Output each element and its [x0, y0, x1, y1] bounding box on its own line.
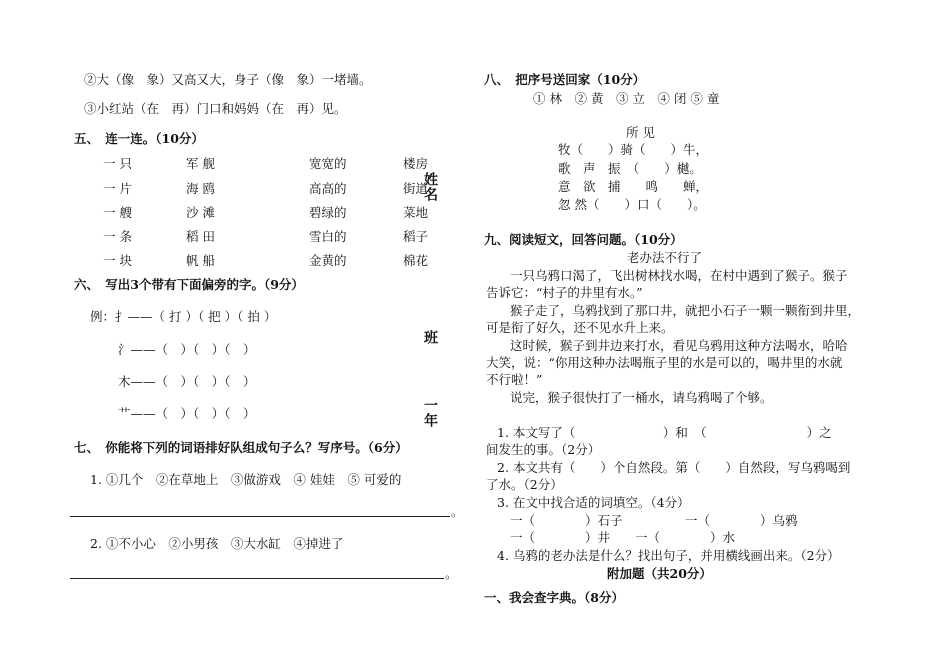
q8-options: ① 林 ② 黄 ③ 立 ④ 闭 ⑤ 童: [533, 91, 720, 106]
q5-cell: 海 鸥: [186, 181, 215, 196]
answer-line[interactable]: [70, 516, 450, 517]
grade-label: 一年: [422, 398, 438, 428]
q6-title: 六、 写出3个带有下面偏旁的字。（9分）: [74, 277, 304, 292]
q9-question: 2. 本文共有（ ）个自然段。第（ ）自然段，写乌鸦喝到: [497, 460, 851, 475]
story-paragraph: 告诉它：“村子的井里有水。”: [486, 285, 643, 300]
answer-period: 。: [445, 566, 458, 581]
q9-question: 3. 在文中找合适的词填空。（4分）: [497, 495, 690, 510]
story-title: 老办法不行了: [627, 250, 703, 265]
story-paragraph: 可是衔了好久，还不见水升上来。: [486, 320, 674, 335]
story-paragraph: 这时候，猴子到井边来打水，看见乌鸦用这种方法喝水，哈哈: [510, 338, 848, 353]
name-label: 姓名: [422, 172, 438, 202]
story-paragraph: 说完，猴子很快打了一桶水，请乌鸦喝了个够。: [510, 390, 773, 405]
q5-cell: 帆 船: [186, 253, 215, 268]
q7-title: 七、 你能将下列的词语排好队组成句子么？写序号。（6分）: [74, 440, 408, 455]
q5-cell: 一 块: [103, 253, 132, 268]
answer-line[interactable]: [70, 578, 444, 579]
q5-cell: 一 条: [103, 229, 132, 244]
q5-cell: 棉花: [403, 253, 429, 268]
q5-cell: 沙 滩: [186, 205, 215, 220]
story-paragraph: 大笑，说：“你用这种办法喝瓶子里的水是可以的，喝井里的水就: [486, 355, 843, 370]
q9-question: 1. 本文写了（ ）和 （ ）之: [497, 425, 832, 440]
q5-cell: 宽宽的: [309, 156, 347, 171]
poem-line: 忽 然（ ）口（ ）。: [558, 197, 706, 212]
q5-cell: 高高的: [309, 181, 347, 196]
q5-cell: 雪白的: [309, 229, 347, 244]
q5-cell: 街道: [403, 181, 429, 196]
q4-line-3: ③小红站（在 再）门口和妈妈（在 再）见。: [84, 101, 347, 116]
q7-item-2: 2. ①不小心 ②小男孩 ③大水缸 ④掉进了: [90, 536, 344, 551]
q6-example: 例：扌——（ 打 ）（ 把 ）（ 拍 ）: [90, 309, 277, 324]
q8-title: 八、 把序号送回家（10分）: [484, 72, 646, 87]
q9-question: 了水。（2分）: [486, 477, 563, 492]
q6-line: 氵——（ ）（ ）（ ）: [118, 342, 256, 357]
poem-line: 意 欲 捕 鸣 蝉，: [558, 179, 709, 194]
q9-question: 间发生的事。（2分）: [486, 442, 601, 457]
poem-title: 所 见: [626, 125, 655, 140]
q5-title: 五、 连一连。（10分）: [74, 131, 204, 146]
q5-cell: 一 只: [103, 156, 132, 171]
extra-q1-title: 一、我会查字典。（8分）: [484, 590, 624, 605]
q5-cell: 碧绿的: [309, 205, 347, 220]
story-paragraph: 猴子走了，乌鸦找到了那口井，就把小石子一颗一颗衔到井里，: [510, 303, 861, 318]
class-label: 班: [422, 330, 438, 345]
poem-line: 牧（ ）骑（ ）牛，: [558, 142, 709, 157]
q5-cell: 军 舰: [186, 156, 215, 171]
q4-line-2: ②大（像 象）又高又大，身子（像 象）一堵墙。: [84, 72, 372, 87]
q5-cell: 一 片: [103, 181, 132, 196]
q6-line: 木——（ ）（ ）（ ）: [118, 374, 256, 389]
story-paragraph: 一只乌鸦口渴了，飞出树林找水喝，在村中遇到了猴子。猴子: [510, 268, 848, 283]
q9-question: 一（ ）井 一（ ）水: [510, 530, 736, 545]
answer-period: 。: [451, 504, 464, 519]
q9-question: 一（ ）石子 一（ ）乌鸦: [510, 513, 798, 528]
story-paragraph: 不行啦！”: [486, 372, 543, 387]
q5-cell: 稻子: [403, 229, 429, 244]
q7-item-1: 1. ①几个 ②在草地上 ③做游戏 ④ 娃娃 ⑤ 可爱的: [90, 472, 402, 487]
q9-question: 4. 乌鸦的老办法是什么？找出句子，并用横线画出来。（2分）: [497, 548, 840, 563]
q5-cell: 菜地: [403, 205, 429, 220]
q5-cell: 稻 田: [186, 229, 215, 244]
q9-title: 九、阅读短文，回答问题。（10分）: [484, 232, 683, 247]
extra-title: 附加题（共20分）: [607, 566, 712, 581]
q6-line: 艹——（ ）（ ）（ ）: [118, 406, 256, 421]
poem-line: 歌 声 振 （ ）樾。: [558, 161, 702, 176]
q5-cell: 一 艘: [103, 205, 132, 220]
q5-cell: 楼房: [403, 156, 429, 171]
q5-cell: 金黄的: [309, 253, 347, 268]
